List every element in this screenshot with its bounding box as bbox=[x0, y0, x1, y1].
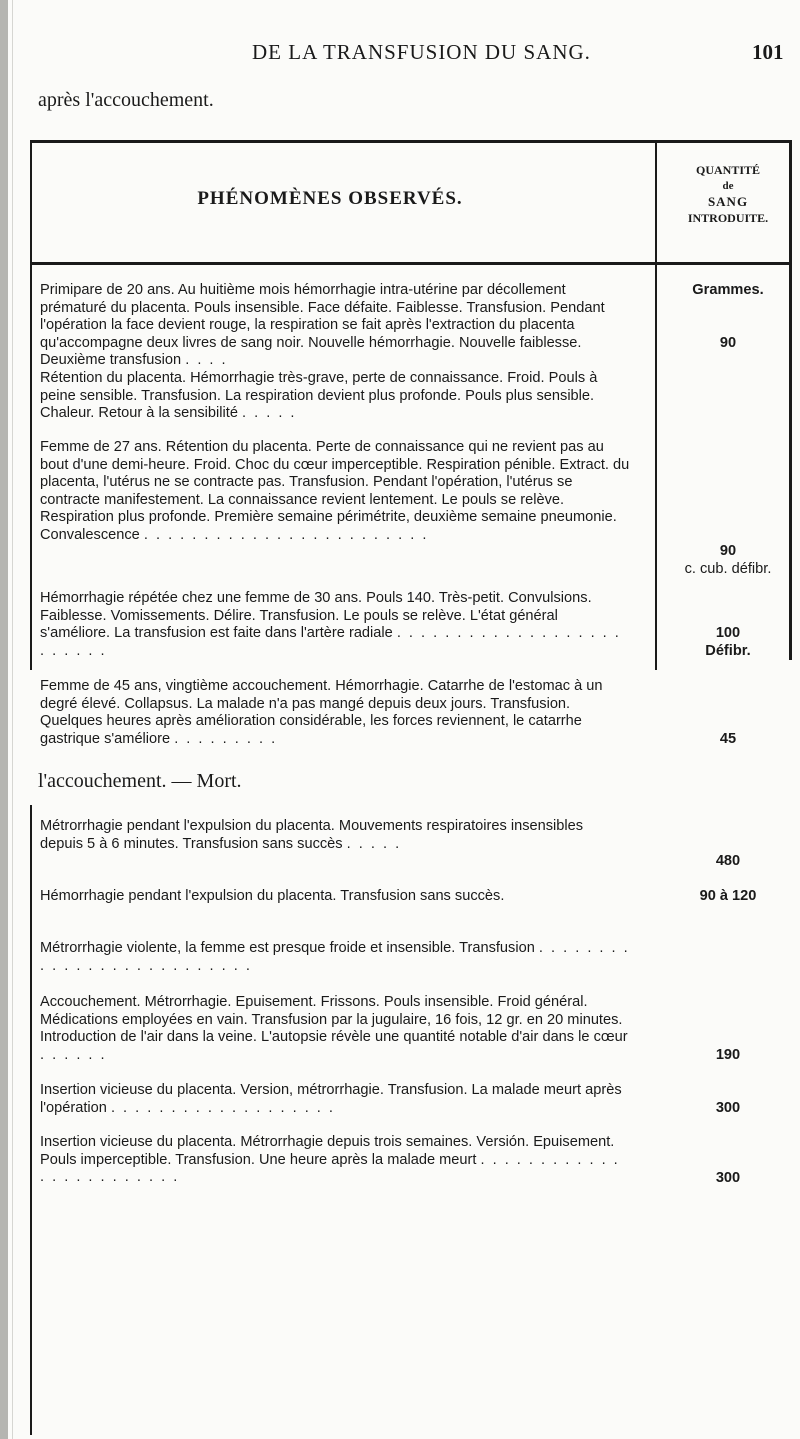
quantity-unit: Grammes. bbox=[692, 282, 764, 298]
case-entry: Insertion vicieuse du placenta. Version, métrorrhagie. Transfusion. La malade meurt après l'opération . . . . . . . . . . . . . . . . . . . bbox=[40, 1082, 622, 1116]
table-header-rule bbox=[30, 262, 792, 265]
case-entry: Femme de 27 ans. Rétention du placenta. Perte de connaissance qui ne revient pas au bout d'une demi-heure. Froid. Choc du cœur imperceptible. Respiration pénible. Extract. du placenta, l'utérus ne se contracte pas. Transfusion. Pendant l'opération, l'utérus se contracte manifestement. La connaissance revient lentement. Le pouls se relève. Respiration plus profonde. Première semaine périmétrite, deuxième semaine pneumonie. Convalescence . . . . . . . . . . . . . . . . . . . . . . . . bbox=[40, 439, 630, 543]
section-heading: l'accouchement. — Mort. bbox=[38, 770, 242, 792]
quantity-value: 45 bbox=[719, 731, 737, 747]
quantity-header-line4: INTRODUITE. bbox=[687, 211, 769, 225]
binding-shadow bbox=[0, 0, 8, 1439]
quantity-value: 90 bbox=[719, 543, 737, 559]
quantity-value: 300 bbox=[715, 1100, 741, 1116]
case-entry: Hémorrhagie répétée chez une femme de 30 ans. Pouls 140. Très-petit. Convulsions. Faiblesse. Vomissements. Délire. Transfusion. Le pouls se relève. L'état général s'améliore. La transfusion est faite dans l'artère radiale . . . . . . . . . . . . . . . . . . . . . . . . . bbox=[40, 590, 621, 659]
case-entry: Hémorrhagie pendant l'expulsion du placenta. Transfusion sans succès. bbox=[40, 888, 505, 904]
binding-crease bbox=[12, 0, 13, 1439]
table-right-rule bbox=[789, 140, 792, 660]
lower-table-left-rule bbox=[30, 805, 32, 1435]
case-entry: Insertion vicieuse du placenta. Métrorrhagie depuis trois semaines. Versión. Epuisement. Pouls imperceptible. Transfusion. Une heure après la malade meurt . . . . . . . . . . . . . . . . . . . . . . . . bbox=[40, 1134, 620, 1185]
intro-heading: après l'accouchement. bbox=[38, 89, 214, 111]
quantity-header-line1: QUANTITÉ bbox=[695, 163, 760, 177]
quantity-value: 90 à 120 bbox=[699, 888, 757, 904]
running-title: DE LA TRANSFUSION DU SANG. bbox=[252, 40, 591, 64]
table-left-rule bbox=[30, 140, 32, 670]
quantity-value: 90 bbox=[719, 335, 737, 351]
quantity-note: Défibr. bbox=[705, 643, 751, 659]
quantity-value: 190 bbox=[715, 1047, 741, 1063]
table-column-divider bbox=[655, 140, 657, 670]
column-header-phenomena: PHÉNOMÈNES OBSERVÉS. bbox=[197, 188, 463, 209]
quantity-header-line2: de bbox=[722, 180, 734, 192]
case-entry: Rétention du placenta. Hémorrhagie très-grave, perte de connaissance. Froid. Pouls à peine sensible. Transfusion. La respiration devient plus profonde. Pouls plus sensible. Chaleur. Retour à la sensibilité . . . . . bbox=[40, 370, 598, 421]
running-head bbox=[0, 40, 800, 70]
quantity-value: 480 bbox=[715, 853, 741, 869]
quantity-header-line3: SANG bbox=[707, 194, 749, 209]
table-top-rule bbox=[30, 140, 792, 143]
case-entry: Métrorrhagie pendant l'expulsion du placenta. Mouvements respiratoires insensibles depuis 5 à 6 minutes. Transfusion sans succès . . . . . bbox=[40, 818, 584, 852]
case-entry: Femme de 45 ans, vingtième accouchement. Hémorrhagie. Catarrhe de l'estomac à un degré élevé. Collapsus. La malade n'a pas mangé depuis deux jours. Transfusion. Quelques heures après amélioration considérable, les forces reviennent, le catarrhe gastrique s'améliore . . . . . . . . . bbox=[40, 678, 603, 747]
quantity-note: c. cub. défibr. bbox=[684, 561, 772, 577]
quantity-value: 300 bbox=[715, 1170, 741, 1186]
case-entry: Métrorrhagie violente, la femme est presque froide et insensible. Transfusion . . . . . . . . . . . . . . . . . . . . . . . . . . bbox=[40, 940, 630, 974]
case-entry: Primipare de 20 ans. Au huitième mois hémorrhagie intra-utérine par décollement prématuré du placenta. Pouls insensible. Face défaite. Faiblesse. Transfusion. Pendant l'opération la face devient rouge, la respiration se fait après l'extraction du placenta qu'accompagne deux livres de sang noir. Nouvelle hémorrhagie. Nouvelle faiblesse. Deuxième transfusion . . . . bbox=[40, 282, 605, 368]
page-number: 101 bbox=[752, 40, 784, 64]
column-header-quantity bbox=[672, 162, 784, 226]
quantity-value: 100 bbox=[715, 625, 741, 641]
case-entry: Accouchement. Métrorrhagie. Epuisement. Frissons. Pouls insensible. Froid général. Médications employées en vain. Transfusion par la jugulaire, 16 fois, 12 gr. en 20 minutes. Introduction de l'air dans la veine. L'autopsie révèle une quantité notable d'air dans le cœur . . . . . . bbox=[40, 994, 628, 1063]
